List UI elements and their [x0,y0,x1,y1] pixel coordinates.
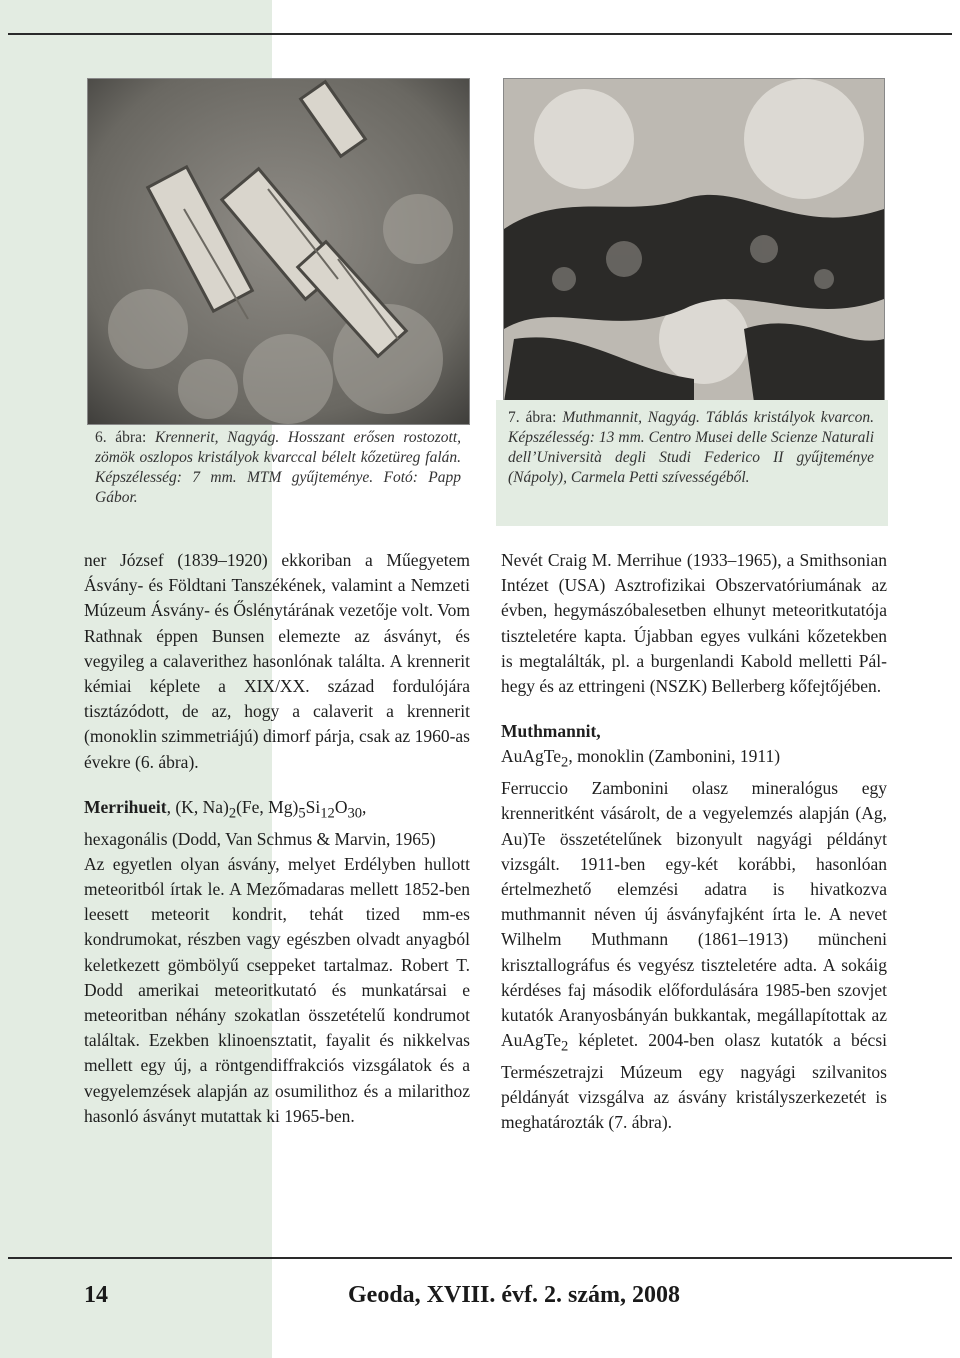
formula-part: O [334,796,348,817]
description-part: Ferruccio Zambonini olasz mineralógus egy krenneritként vásárolt, de a vegyelemzés alapján (Ag, Au)Te összetételűnek bizonyult nagyági példányt vizsgált. 1911-ben egy-két korábbi, hasonlóan értelmezhető elemzési adatra is hivatkozva muthmannit néven új ásványfajként írta le. A nevet Wilhelm Muthmann (1861–1913) müncheni krisztallográfus és vegyész tiszteletére adta. A sokáig kérdéses faj második előfordulására 1985-ben szovjet kutatók Aranyosbányán bukkantak, megállapítottak az AuAgTe [501,778,887,1051]
krennerit-continuation-paragraph: ner József (1839–1920) ekkoriban a Műegyetem Ásvány- és Földtani Tanszékének, valamint a Nemzeti Múzeum Ásvány- és Őslénytárának vezetője volt. Vom Rathnak éppen Bunsen elemezte az ásványt, és vegyileg a calaverithez hasonlónak találta. A krennerit kémiai képlete a XIX/XX. század fordulójára tisztázódott, de az, hogy a calaverit a krennerit (monoklin szimmetriájú) dimorf párja, csak az 1960-as évekre (6. ábra). [84,550,470,772]
right-text-column [501,548,887,1135]
figure-6-caption [95,428,461,508]
figure-6-caption-text: Krennerit, Nagyág. Hosszant erősen rostozott, zömök oszlopos kristályok kvarccal bélelt kőzetüreg falán. Képszélesség: 7 mm. MTM gyűjteménye. Fotó: Papp Gábor. [95,429,461,506]
figure-6-photo [87,78,470,425]
merrihueit-system-line: hexagonális (Dodd, Van Schmus & Marvin, 1965) [84,828,436,849]
bottom-rule [8,1257,952,1259]
formula-subscript: 5 [298,805,306,822]
top-rule [8,33,952,35]
muthmannit-crystal-image [504,79,884,402]
formula-subscript: 2 [228,805,237,822]
figure-7-caption-label: 7. ábra: [508,409,563,426]
figure-7-caption [508,408,874,488]
formula-part: , [362,796,367,817]
formula-part: , (K, Na) [166,796,229,817]
formula-part: Si [305,796,321,817]
figure-7-caption-text: Muthmannit, Nagyág. Táblás kristályok kvarcon. Képszélesség: 13 mm. Centro Musei delle Scienze Naturali dell’Università degli Studi Federico II gyűjteménye (Nápoly), Carmela Petti szívességéből. [508,409,875,486]
muthmannit-description [501,776,887,1135]
muthmannit-name: Muthmannit, [501,721,601,742]
formula-subscript: 30 [347,805,363,822]
left-text-column [84,548,470,1129]
formula-subscript: 12 [320,805,335,822]
formula-part: (Fe, Mg) [236,796,299,817]
muthmannit-heading [501,719,887,744]
description-part: képletet. 2004-ben olasz kutatók a bécsi Természetrajzi Múzeum egy nagyági szilvanitos példányát vizsgálva az ásvány kristályszerkezetét is meghatározták (7. ábra). [501,1030,887,1133]
formula-subscript: 2 [561,754,569,771]
figure-7-photo [503,78,885,403]
krennerit-crystal-image [88,79,469,424]
formula-part: , monoklin (Zambonini, 1911) [568,746,781,767]
figure-6-caption-label: 6. ábra: [95,429,155,446]
merrihueit-description: Az egyetlen olyan ásvány, melyet Erdélyben hullott meteoritból írtak le. A Mezőmadaras mellett 1852-ben leesett meteorit kondrit, tehát tized mm-es kondrumokat, részben vagy egészben olvadt anyagból keletkezett gömbölyű cseppeket tartalmaz. Robert T. Dodd amerikai meteoritkutató és munkatársai e meteoritban néhány szokatlan összetételű kondrumot találtak. Ezekben klinoensztatit, fayalit és nikkelvas mellett egy új, a röntgendiffrakciós vizsgálatok és a vegyelemzések alapján az osumilithoz és a milarithoz hasonló ásványt mutattak ki 1965-ben. [84,853,470,1126]
merrihueit-name: Merrihueit [84,796,167,817]
page-number: 14 [84,1282,108,1308]
formula-subscript: 2 [561,1038,569,1055]
merrihueit-heading [84,795,470,827]
journal-footer: Geoda, XVIII. évf. 2. szám, 2008 [348,1282,680,1308]
formula-part: AuAgTe [501,746,562,767]
muthmannit-formula-line [501,744,887,776]
merrihueit-naming-paragraph: Nevét Craig M. Merrihue (1933–1965), a Smithsonian Intézet (USA) Asztrofizikai Obszervatóriumának az évben, hegymászóbalesetben elhunyt meteoritkutatója tiszteletére kapta. Újabban egyes vulkáni kőzetekben is megtalálták, pl. a burgenlandi Kabold melletti Pál-hegy és az ettringeni (NSZK) Bellerberg kőfejtőjében. [501,550,887,697]
